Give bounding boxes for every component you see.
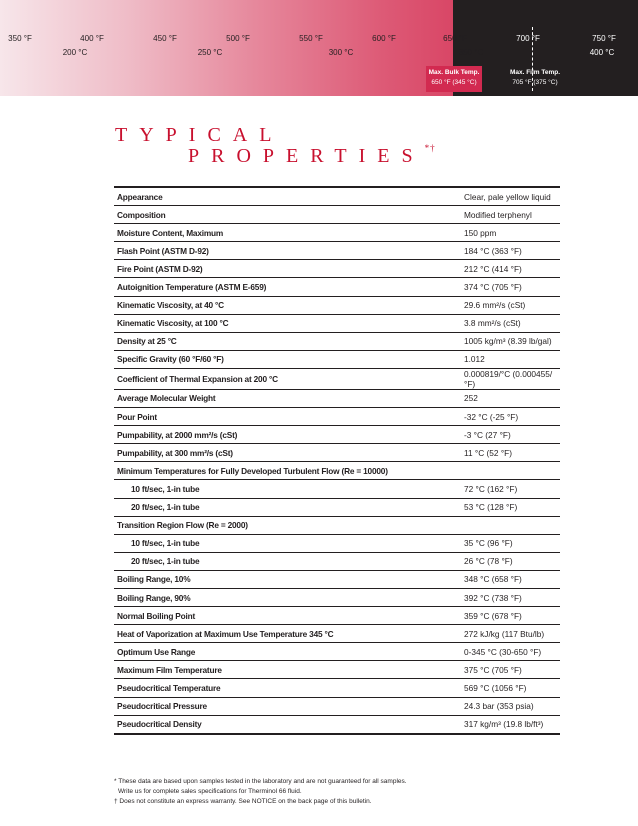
celsius-tick: 400 °C bbox=[589, 48, 615, 57]
property-value: 392 °C (738 °F) bbox=[462, 588, 560, 606]
fahrenheit-tick: 350 °F bbox=[8, 34, 32, 43]
property-value: Modified terphenyl bbox=[462, 206, 560, 224]
property-name: Pseudocritical Pressure bbox=[114, 697, 462, 715]
title-footnote-marks: *† bbox=[424, 143, 436, 153]
table-row bbox=[114, 260, 560, 278]
property-name: Specific Gravity (60 °F/60 °F) bbox=[114, 350, 462, 368]
fahrenheit-tick: 450 °F bbox=[153, 34, 177, 43]
table-row bbox=[114, 643, 560, 661]
table-row bbox=[114, 661, 560, 679]
celsius-tick: 300 °C bbox=[328, 48, 354, 57]
property-value: 252 bbox=[462, 389, 560, 407]
footnotes bbox=[114, 777, 407, 807]
property-name: Pumpability, at 300 mm²/s (cSt) bbox=[114, 444, 462, 462]
property-value: 348 °C (658 °F) bbox=[462, 570, 560, 588]
table-group-header bbox=[114, 516, 560, 534]
property-name: 10 ft/sec, 1-in tube bbox=[114, 534, 462, 552]
section-title-line1: TYPICAL bbox=[115, 124, 284, 146]
property-value: 11 °C (52 °F) bbox=[462, 444, 560, 462]
property-value: 3.8 mm²/s (cSt) bbox=[462, 314, 560, 332]
property-value: 184 °C (363 °F) bbox=[462, 242, 560, 260]
property-name: Flash Point (ASTM D-92) bbox=[114, 242, 462, 260]
property-name: Pseudocritical Temperature bbox=[114, 679, 462, 697]
table-row bbox=[114, 570, 560, 588]
property-value: 35 °C (96 °F) bbox=[462, 534, 560, 552]
property-name: Moisture Content, Maximum bbox=[114, 224, 462, 242]
section-title-line2 bbox=[188, 145, 436, 168]
property-name: Kinematic Viscosity, at 100 °C bbox=[114, 314, 462, 332]
property-name: Maximum Film Temperature bbox=[114, 661, 462, 679]
fahrenheit-tick: 400 °F bbox=[80, 34, 104, 43]
property-value: 72 °C (162 °F) bbox=[462, 480, 560, 498]
property-value: 569 °C (1056 °F) bbox=[462, 679, 560, 697]
celsius-tick: 350 °C bbox=[458, 48, 484, 57]
fahrenheit-tick: 550 °F bbox=[299, 34, 323, 43]
table-row bbox=[114, 552, 560, 570]
fahrenheit-tick: 650 °F bbox=[443, 34, 467, 43]
property-group-name: Minimum Temperatures for Fully Developed Turbulent Flow (Re = 10000) bbox=[114, 462, 560, 480]
property-name: Average Molecular Weight bbox=[114, 389, 462, 407]
property-group-name: Transition Region Flow (Re = 2000) bbox=[114, 516, 560, 534]
table-row bbox=[114, 715, 560, 734]
table-row bbox=[114, 242, 560, 260]
table-row bbox=[114, 697, 560, 715]
property-name: 10 ft/sec, 1-in tube bbox=[114, 480, 462, 498]
property-value: Clear, pale yellow liquid bbox=[462, 187, 560, 206]
property-name: Coefficient of Thermal Expansion at 200 °C bbox=[114, 368, 462, 389]
table-row bbox=[114, 278, 560, 296]
property-name: Fire Point (ASTM D-92) bbox=[114, 260, 462, 278]
property-value: 26 °C (78 °F) bbox=[462, 552, 560, 570]
property-name: Heat of Vaporization at Maximum Use Temperature 345 °C bbox=[114, 625, 462, 643]
table-row bbox=[114, 607, 560, 625]
property-value: 375 °C (705 °F) bbox=[462, 661, 560, 679]
property-value: 150 ppm bbox=[462, 224, 560, 242]
footnote: * These data are based upon samples tested in the laboratory and are not guaranteed for all samples. bbox=[114, 778, 407, 785]
max-film-temp-value: 705 °F (375 °C) bbox=[512, 79, 558, 86]
property-name: 20 ft/sec, 1-in tube bbox=[114, 498, 462, 516]
property-value: 272 kJ/kg (117 Btu/lb) bbox=[462, 625, 560, 643]
footnote: † Does not constitute an express warranty. See NOTICE on the back page of this bulletin. bbox=[114, 798, 372, 805]
property-value: 374 °C (705 °F) bbox=[462, 278, 560, 296]
property-name: 20 ft/sec, 1-in tube bbox=[114, 552, 462, 570]
table-row bbox=[114, 368, 560, 389]
max-bulk-temp-value: 650 °F (345 °C) bbox=[431, 79, 477, 86]
fahrenheit-tick: 750 °F bbox=[592, 34, 616, 43]
section-title-line2-text: PROPERTIES bbox=[188, 145, 425, 167]
property-value: 1005 kg/m³ (8.39 lb/gal) bbox=[462, 332, 560, 350]
table-group-header bbox=[114, 462, 560, 480]
table-row bbox=[114, 625, 560, 643]
property-value: 1.012 bbox=[462, 350, 560, 368]
property-value: -3 °C (27 °F) bbox=[462, 426, 560, 444]
footnote: Write us for complete sales specifications for Therminol 66 fluid. bbox=[118, 788, 302, 795]
table-row bbox=[114, 679, 560, 697]
property-name: Appearance bbox=[114, 187, 462, 206]
table-row bbox=[114, 350, 560, 368]
property-name: Density at 25 °C bbox=[114, 332, 462, 350]
table-row bbox=[114, 480, 560, 498]
table-row bbox=[114, 296, 560, 314]
property-name: Kinematic Viscosity, at 40 °C bbox=[114, 296, 462, 314]
table-row bbox=[114, 498, 560, 516]
table-row bbox=[114, 332, 560, 350]
property-name: Pour Point bbox=[114, 408, 462, 426]
table-row bbox=[114, 426, 560, 444]
fahrenheit-tick: 600 °F bbox=[372, 34, 396, 43]
max-bulk-temp-label: Max. Bulk Temp. bbox=[428, 69, 480, 76]
max-bulk-temp-callout bbox=[426, 66, 482, 92]
property-name: Optimum Use Range bbox=[114, 643, 462, 661]
property-value: 29.6 mm²/s (cSt) bbox=[462, 296, 560, 314]
table-row bbox=[114, 408, 560, 426]
property-value: -32 °C (-25 °F) bbox=[462, 408, 560, 426]
fahrenheit-tick: 500 °F bbox=[226, 34, 250, 43]
property-name: Boiling Range, 10% bbox=[114, 570, 462, 588]
table-row bbox=[114, 206, 560, 224]
properties-table bbox=[114, 186, 560, 735]
max-film-temp-callout bbox=[506, 66, 564, 92]
table-row bbox=[114, 187, 560, 206]
property-value: 53 °C (128 °F) bbox=[462, 498, 560, 516]
property-name: Autoignition Temperature (ASTM E-659) bbox=[114, 278, 462, 296]
table-row bbox=[114, 224, 560, 242]
max-film-temp-label: Max. Film Temp. bbox=[509, 69, 561, 76]
celsius-tick: 200 °C bbox=[62, 48, 88, 57]
table-row bbox=[114, 314, 560, 332]
property-name: Boiling Range, 90% bbox=[114, 588, 462, 606]
property-name: Pseudocritical Density bbox=[114, 715, 462, 734]
property-value: 24.3 bar (353 psia) bbox=[462, 697, 560, 715]
property-name: Composition bbox=[114, 206, 462, 224]
table-row bbox=[114, 444, 560, 462]
property-name: Normal Boiling Point bbox=[114, 607, 462, 625]
table-row bbox=[114, 588, 560, 606]
table-row bbox=[114, 534, 560, 552]
table-row bbox=[114, 389, 560, 407]
property-value: 0.000819/°C (0.000455/°F) bbox=[462, 368, 560, 389]
property-value: 317 kg/m³ (19.8 lb/ft³) bbox=[462, 715, 560, 734]
property-name: Pumpability, at 2000 mm²/s (cSt) bbox=[114, 426, 462, 444]
property-value: 359 °C (678 °F) bbox=[462, 607, 560, 625]
property-value: 212 °C (414 °F) bbox=[462, 260, 560, 278]
property-value: 0-345 °C (30-650 °F) bbox=[462, 643, 560, 661]
celsius-tick: 250 °C bbox=[197, 48, 223, 57]
fahrenheit-tick: 700 °F bbox=[516, 34, 540, 43]
